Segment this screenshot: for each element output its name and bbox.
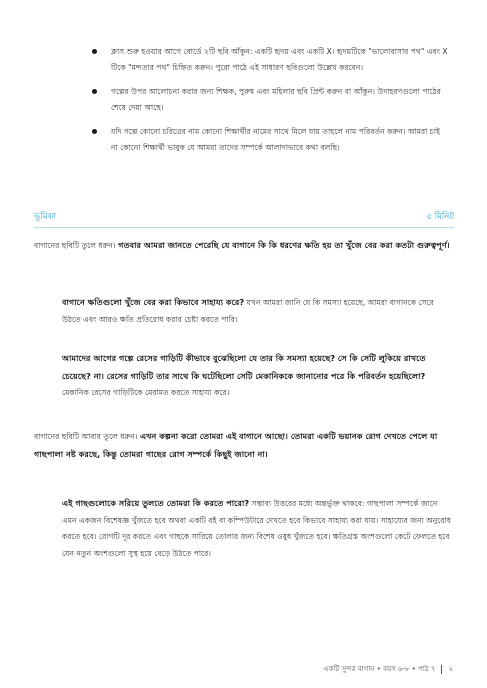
bullet-text: গল্পের উপর আলোচনা করার জন্য শিক্ষক, পুরুষ এবং মহিলার ছবি প্রিন্ট করুন বা আঁকুন। উদাহরণগুলো পাঠের শেষে দেয়া আছে।	[111, 87, 441, 112]
paragraph-question-1	[62, 294, 454, 328]
paragraph-text: বাগানের ছবিটি তুলে ধরুন।	[34, 241, 119, 250]
paragraph-bold-text: বাগানে ক্ষতিগুলো খুঁজে বের করা কিভাবে সাহায্য করে?	[62, 297, 245, 307]
page-footer	[323, 663, 453, 675]
paragraph-bold-text: গতবার আমরা জানতে পেরেছি যে বাগানে কি কি ধরণের ক্ষতি হয় তা খুঁজে বের করা কতটা গুরুত্বপূর্ণ।	[118, 240, 450, 250]
section-divider	[34, 227, 454, 228]
footer-separator	[441, 665, 442, 674]
paragraph-imagine	[34, 428, 454, 463]
list-item	[89, 84, 449, 115]
paragraph-text: মেকানিক রেসের গাড়িটিকে মেরামত করতে সাহায্য করে।	[62, 388, 230, 397]
paragraph-text: যখন আমরা জানি যে কি সমস্যা হয়েছে, আমরা বাগানকে সেরে উঠতে এবং আরও ক্ষতি প্রতিরোধ করার চেষ্টা করতে পারি।	[62, 298, 434, 324]
paragraph-intro	[34, 237, 454, 255]
page-number: ২	[448, 665, 453, 673]
paragraph-bold-text: এখন কল্পনা করো তোমরা এই বাগানে আছো। তোমরা একটি ভয়ানক রোগ দেখতে পেলে যা গাছপালা নষ্ট করছে, কিন্তু তোমরা গাছের রোগ সম্পর্কে কিছুই জানো না।	[34, 431, 438, 459]
bullet-text: যদি গল্পে কোনো চরিত্রের নাম কোনো শিক্ষার্থীর নামের সাথে মিলে যায় তাহলে নাম পরিবর্তন করুন। আমরা চাই না কোনো শিক্ষার্থী ভাবুক যে আমরা তাদের সম্পর্কে আলাদাভাবে কথা বলছি।	[111, 127, 440, 152]
footer-text: একটি সুন্দর বাগান • বয়স ৬-৮ • পাঠ ৭	[323, 665, 436, 673]
bullet-dot-icon	[92, 129, 97, 134]
paragraph-text: বাগানের ছবিটি আবার তুলে ধরুন।	[34, 432, 140, 441]
section-duration: ৫ মিনিট	[426, 212, 454, 222]
list-item	[89, 124, 449, 155]
bullet-dot-icon	[92, 89, 97, 94]
paragraph-question-2	[62, 350, 454, 402]
section-header	[34, 207, 454, 227]
section-title: ভূমিকা	[34, 212, 56, 222]
paragraph-question-3	[62, 495, 454, 562]
bullet-list	[89, 44, 449, 164]
list-item	[89, 44, 449, 75]
paragraph-bold-text: এই গাছগুলোকে সরিয়ে তুলতে তোমরা কি করতে পারো?	[62, 498, 250, 508]
bullet-dot-icon	[92, 49, 97, 54]
bullet-text: ক্লাস শুরু হওয়ার আগে বোর্ডে ২টি ছবি আঁকুন: একটি হৃদয় এবং একটি X। হৃদয়টিকে "ভালোবাসার পথ" এবং X টিকে "মন্দতার পথ" চিহ্নিত করুন। পুরো পাঠে এই সাধারণ ছবিগুলো উল্লেখ করবেন।	[111, 47, 448, 72]
paragraph-bold-text: আমাদের আগের গল্পে রেসের গাড়িটি কীভাবে বুঝেছিলো যে তার কি সমস্যা হয়েছে? সে কি সেটি লুকিয়ে রাখতে চেয়েছে? না। রেসের গাড়িটি তার সাথে কি ঘটেছিলো সেটি মেকানিককে জানানোর পরে কি পরিবর্তন হয়েছিলো?	[62, 353, 426, 381]
paragraph-text: সম্ভাব্য উত্তরের মধ্যে অন্তর্ভুক্ত থাকবে: গাছপালা সম্পর্কে জানে এমন একজন বিশেষজ্ঞ খুঁজতে হবে অথবা একটি বই বা কম্পিউটারে দেখতে হবে কিভাবে সাহায্য করা যায়। সাহায্যের জন্য অনুরোধ করতে হবে। রোগটি দূর করতে এবং গাছকে সারিয়ে তোলার জন্য বিশেষ ওষুধ খুঁজতে হবে। ক্ষতিগ্রস্ত অংশগুলো কেটে ফেলতে হবে যেন নতুন অংশগুলো সুস্থ হয়ে বেড়ে উঠতে পারে।	[62, 499, 451, 558]
